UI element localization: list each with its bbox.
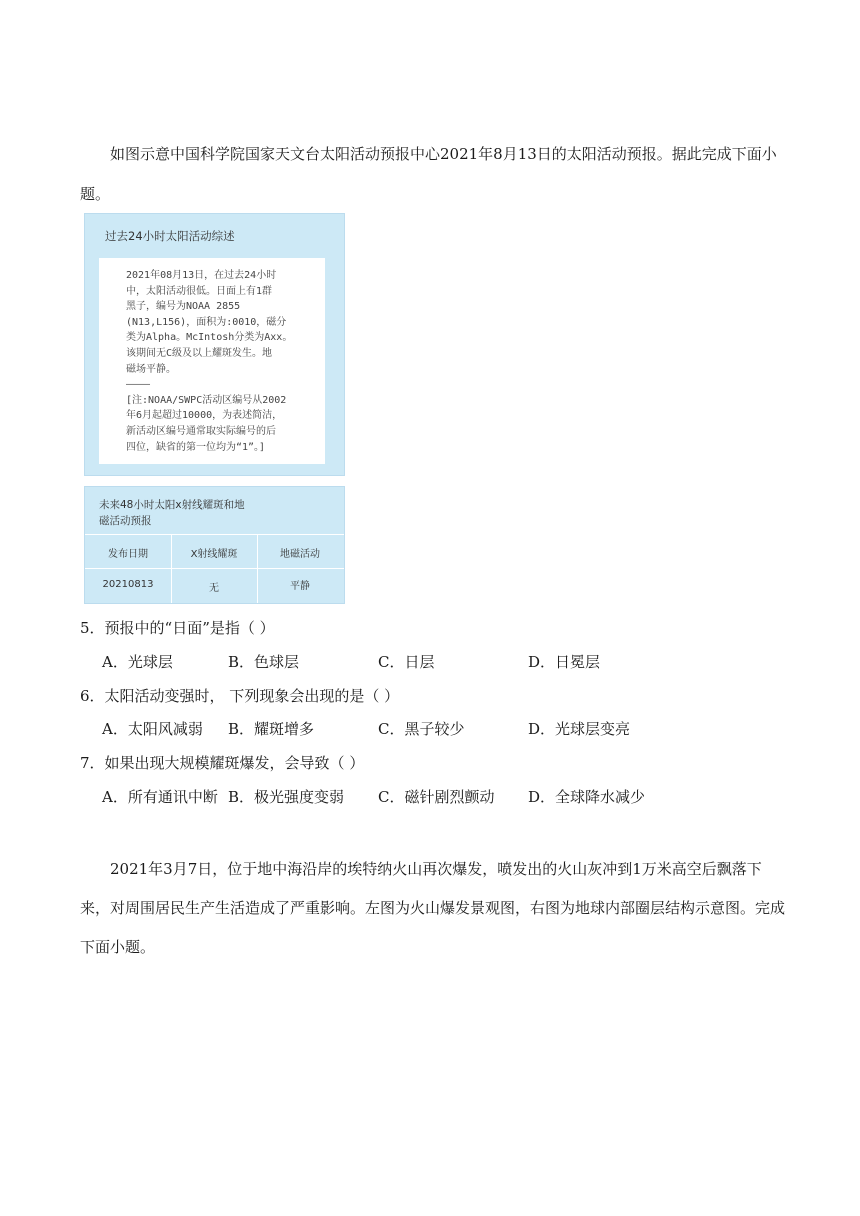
question-7-option-b: B．极光强度变弱 — [228, 788, 345, 806]
table-divider — [85, 534, 344, 535]
solar-summary-box — [99, 258, 325, 464]
question-5-stem: 5．预报中的“日面”是指（ ） — [80, 619, 275, 637]
table-cell-date: 20210813 — [102, 579, 154, 590]
question-5-option-a: A．光球层 — [102, 653, 173, 671]
table-cell-xray: 无 — [209, 583, 219, 594]
question-5-option-d: D．日冕层 — [528, 653, 601, 671]
question-7-option-c: C．磁针剧烈颤动 — [378, 788, 495, 806]
question-6-option-c: C．黑子较少 — [378, 720, 465, 738]
question-6-option-a: A．太阳风减弱 — [102, 720, 203, 738]
intro-paragraph-2: 2021年3月7日，位于地中海沿岸的埃特纳火山再次爆发，喷发出的火山灰冲到1万米高空后飘落下来，对周围居民生产生活造成了严重影响。左图为火山爆发景观图，右图为地球内部圈层结构示意图。完成下面小题。 — [80, 860, 786, 956]
question-6-option-d: D．光球层变亮 — [528, 720, 631, 738]
solar-summary-title: 过去24小时太阳活动综述 — [105, 229, 235, 243]
question-6-option-b: B．耀斑增多 — [228, 720, 315, 738]
intro-paragraph-1: 如图示意中国科学院国家天文台太阳活动预报中心2021年8月13日的太阳活动预报。据此完成下面小题。 — [80, 145, 777, 203]
forecast-title: 未来48小时太阳x射线耀斑和地 磁活动预报 — [99, 499, 245, 527]
table-header-date: 发布日期 — [108, 549, 148, 560]
question-6-stem: 6．太阳活动变强时， 下列现象会出现的是（ ） — [80, 687, 400, 705]
question-5-option-c: C．日层 — [378, 653, 435, 671]
question-7-option-a: A．所有通讯中断 — [102, 788, 218, 806]
table-divider — [85, 568, 344, 569]
question-7-stem: 7．如果出现大规模耀斑爆发，会导致（ ） — [80, 754, 365, 772]
solar-summary-text: 2021年08月13日，在过去24小时 中，太阳活动很低。日面上有1群 黑子，编号为NOAA 2855 (N13,L156)，面积为:0010，磁分 类为Alpha。McIntosh分类为Axx。 该期间无C级及以上耀斑发生。地 磁场平静。 ———— [注:NOAA/SWPC活动区编号从2002 年6月起超过10000，为表述简洁， 新活动区编号通常取实际编号的后 四位，缺省的第一位均为“1”。] — [126, 270, 293, 453]
forecast-panel — [84, 486, 345, 604]
table-header-xray: X射线耀斑 — [190, 549, 238, 560]
question-7-option-d: D．全球降水减少 — [528, 788, 646, 806]
table-cell-geomagnetic: 平静 — [290, 581, 310, 592]
question-5-option-b: B．色球层 — [228, 653, 300, 671]
solar-summary-panel — [84, 213, 345, 476]
table-header-geomagnetic: 地磁活动 — [280, 549, 320, 560]
